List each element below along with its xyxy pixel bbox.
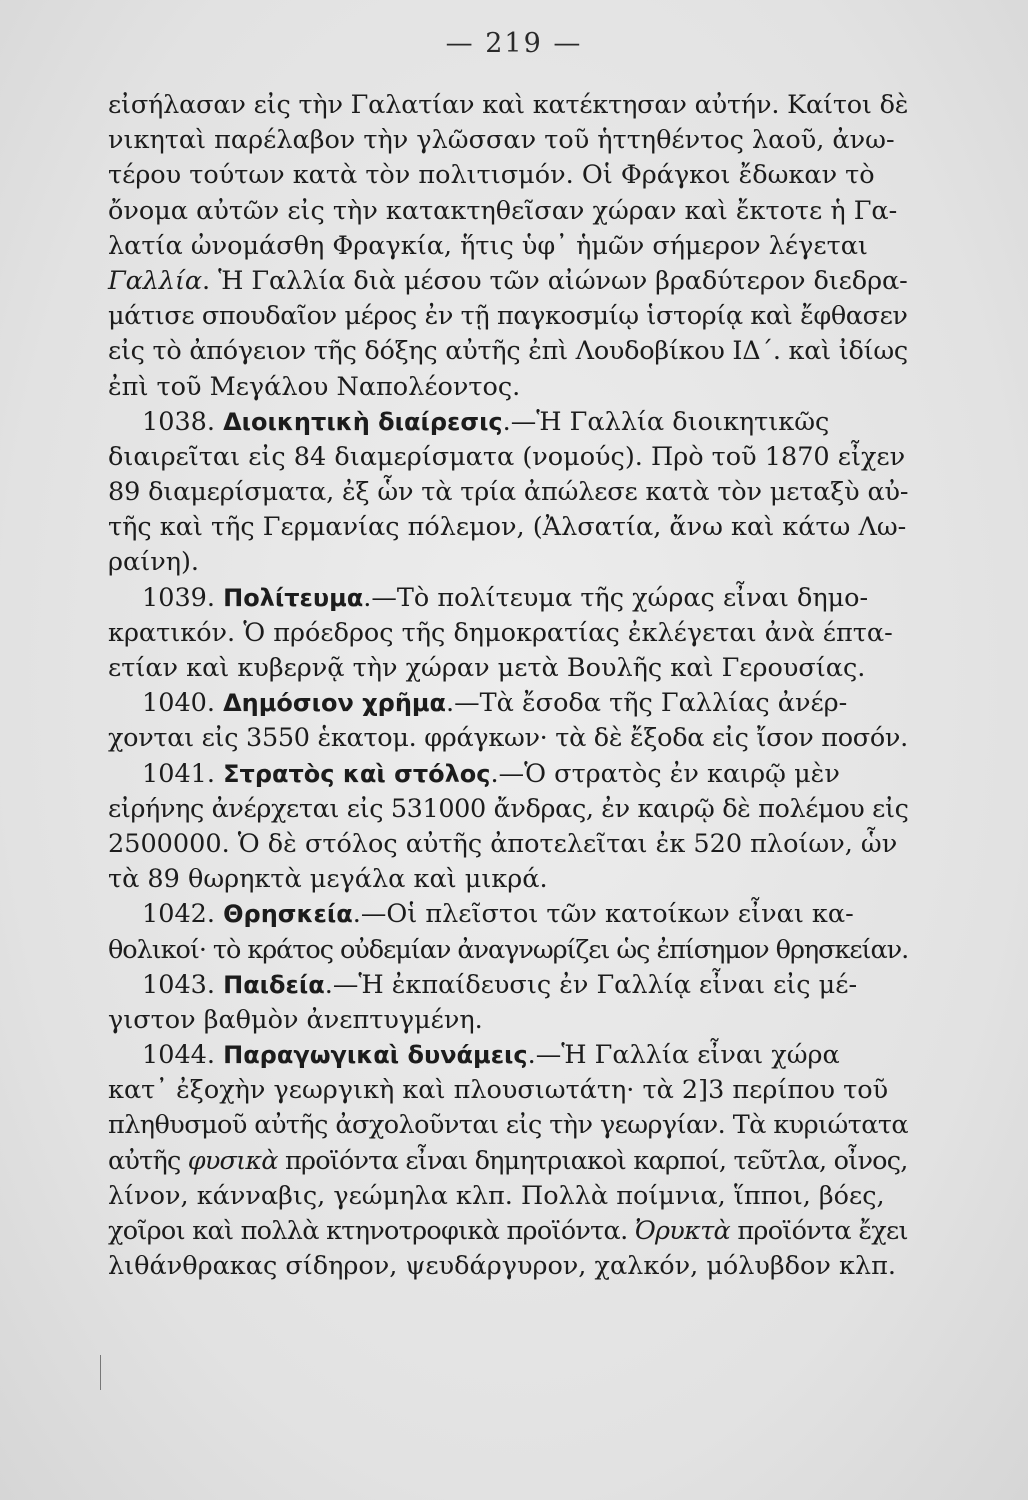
section-title: Στρατὸς καὶ στόλος: [223, 759, 491, 788]
italic-term: Ὀρυκτὰ: [634, 1216, 730, 1246]
text-line: χοῖροι καὶ πολλὰ κτηνοτροφικὰ προϊόντα. Ὀρυκτὰ προϊόντα ἔχει: [108, 1216, 908, 1246]
section-title: Διοικητικὴ διαίρεσις: [223, 407, 503, 436]
text-line: ἐπὶ τοῦ Μεγάλου Ναπολέοντος.: [108, 371, 521, 402]
page-number: — 219 —: [445, 28, 583, 59]
text-line: ετίαν καὶ κυβερνᾷ τὴν χώραν μετὰ Βουλῆς καὶ Γερουσίας.: [108, 653, 866, 683]
section-heading-line: 1043. Παιδεία.—Ἡ ἐκπαίδευσις ἐν Γαλλίᾳ εἶναι εἰς μέ-: [142, 969, 858, 1000]
section-1041: [108, 757, 908, 898]
text-line: εἰρήνης ἀνέρχεται εἰς 531000 ἄνδρας, ἐν καιρῷ δὲ πολέμου εἰς: [108, 793, 909, 824]
text-line: νικηταὶ παρέλαβον τὴν γλῶσσαν τοῦ ἡττηθέντος λαοῦ, ἀνω-: [108, 125, 895, 156]
text-line: μάτισε σπουδαῖον μέρος ἐν τῇ παγκοσμίῳ ἱστορίᾳ καὶ ἔφθασεν: [108, 301, 908, 332]
section-heading-line: 1038. Διοικητικὴ διαίρεσις.—Ἡ Γαλλία διοικητικῶς: [142, 406, 830, 437]
text-line: αὐτῆς φυσικὰ προϊόντα εἶναι δημητριακοὶ καρποί, τεῦτλα, οἶνος,: [108, 1145, 908, 1176]
text-line: τέρου τούτων κατὰ τὸν πολιτισμόν. Οἱ Φράγκοι ἔδωκαν τὸ: [108, 160, 875, 191]
text-line: λατία ὠνομάσθη Φραγκία, ἥτις ὑφ᾽ ἡμῶν σήμερον λέγεται: [108, 230, 868, 261]
section-heading-line: 1042. Θρησκεία.—Οἱ πλεῖστοι τῶν κατοίκων εἶναι κα-: [142, 899, 854, 930]
section-number: 1043.: [142, 969, 224, 1000]
section-number: 1044.: [142, 1040, 224, 1071]
paragraph-intro: [108, 88, 908, 405]
section-1043: [108, 968, 908, 1038]
text-line: διαιρεῖται εἰς 84 διαμερίσματα (νομούς). Πρὸ τοῦ 1870 εἶχεν: [108, 441, 906, 472]
section-title: Παραγωγικαὶ δυνάμεις: [223, 1041, 528, 1070]
text-line: εἰς τὸ ἀπόγειον τῆς δόξης αὐτῆς ἐπὶ Λουδοβίκου ΙΔ΄. καὶ ἰδίως: [108, 336, 908, 367]
section-title: Πολίτευμα: [223, 583, 364, 612]
section-1040: [108, 686, 908, 756]
section-number: 1039.: [142, 582, 224, 613]
text-line: 2500000. Ὁ δὲ στόλος αὐτῆς ἀποτελεῖται ἐκ 520 πλοίων, ὧν: [108, 828, 898, 859]
text-line: λιθάνθρακας σίδηρον, ψευδάργυρον, χαλκόν, μόλυβδον κλπ.: [108, 1251, 896, 1282]
text-line: 89 διαμερίσματα, ἐξ ὧν τὰ τρία ἀπώλεσε κατὰ τὸν μεταξὺ αὐ-: [108, 477, 909, 508]
text-line: Γαλλία. Ἡ Γαλλία διὰ μέσου τῶν αἰώνων βραδύτερον διεδρα-: [108, 265, 908, 296]
text-line: λίνον, κάνναβις, γεώμηλα κλπ. Πολλὰ ποίμνια, ἵπποι, βόες,: [108, 1180, 885, 1211]
section-number: 1038.: [142, 406, 224, 437]
section-heading-line: 1044. Παραγωγικαὶ δυνάμεις.—Ἡ Γαλλία εἶναι χώρα: [142, 1040, 840, 1071]
section-1039: [108, 581, 908, 687]
italic-term: Γαλλία: [108, 265, 203, 296]
text-line: πληθυσμοῦ αὐτῆς ἀσχολοῦνται εἰς τὴν γεωργίαν. Τὰ κυριώτατα: [108, 1110, 909, 1141]
section-number: 1041.: [142, 758, 224, 789]
section-1044: [108, 1038, 908, 1284]
section-1042: [108, 897, 908, 967]
body-text: [108, 88, 908, 1284]
section-number: 1042.: [142, 899, 224, 930]
section-heading-line: 1039. Πολίτευμα.—Τὸ πολίτευμα τῆς χώρας εἶναι δημο-: [142, 582, 869, 613]
text-line: θολικοί· τὸ κράτος οὐδεμίαν ἀναγνωρίζει ὡς ἐπίσημον θρησκείαν.: [108, 934, 909, 965]
text-line: γιστον βαθμὸν ἀνεπτυγμένη.: [108, 1004, 483, 1035]
section-title: Παιδεία: [223, 970, 325, 999]
margin-mark: [100, 1355, 101, 1390]
section-number: 1040.: [142, 688, 224, 719]
section-heading-line: 1041. Στρατὸς καὶ στόλος.—Ὁ στρατὸς ἐν καιρῷ μὲν: [142, 758, 840, 789]
text-line: τὰ 89 θωρηκτὰ μεγάλα καὶ μικρά.: [108, 864, 548, 895]
text-line: τῆς καὶ τῆς Γερμανίας πόλεμον, (Ἀλσατία, ἄνω καὶ κάτω Λω-: [108, 512, 907, 543]
italic-term: φυσικὰ: [187, 1145, 278, 1176]
text-line: κρατικόν. Ὁ πρόεδρος τῆς δημοκρατίας ἐκλέγεται ἀνὰ έπτα-: [108, 617, 893, 648]
text-line: ραίνη).: [108, 547, 200, 578]
text-line: χονται εἰς 3550 ἑκατομ. φράγκων· τὰ δὲ ἔξοδα εἰς ἴσον ποσόν.: [108, 723, 908, 754]
section-title: Θρησκεία: [223, 900, 353, 929]
section-heading-line: 1040. Δημόσιον χρῆμα.—Τὰ ἔσοδα τῆς Γαλλίας ἀνέρ-: [142, 688, 848, 719]
section-title: Δημόσιον χρῆμα: [223, 689, 447, 718]
text-line: εἰσήλασαν εἰς τὴν Γαλατίαν καὶ κατέκτησαν αὐτήν. Καίτοι δὲ: [108, 90, 909, 120]
text-line: κατ᾽ ἐξοχὴν γεωργικὴ καὶ πλουσιωτάτη· τὰ 2]3 περίπου τοῦ: [108, 1075, 889, 1106]
text-line: ὄνομα αὐτῶν εἰς τὴν κατακτηθεῖσαν χώραν καὶ ἔκτοτε ἡ Γα-: [108, 195, 898, 226]
section-1038: [108, 405, 908, 581]
